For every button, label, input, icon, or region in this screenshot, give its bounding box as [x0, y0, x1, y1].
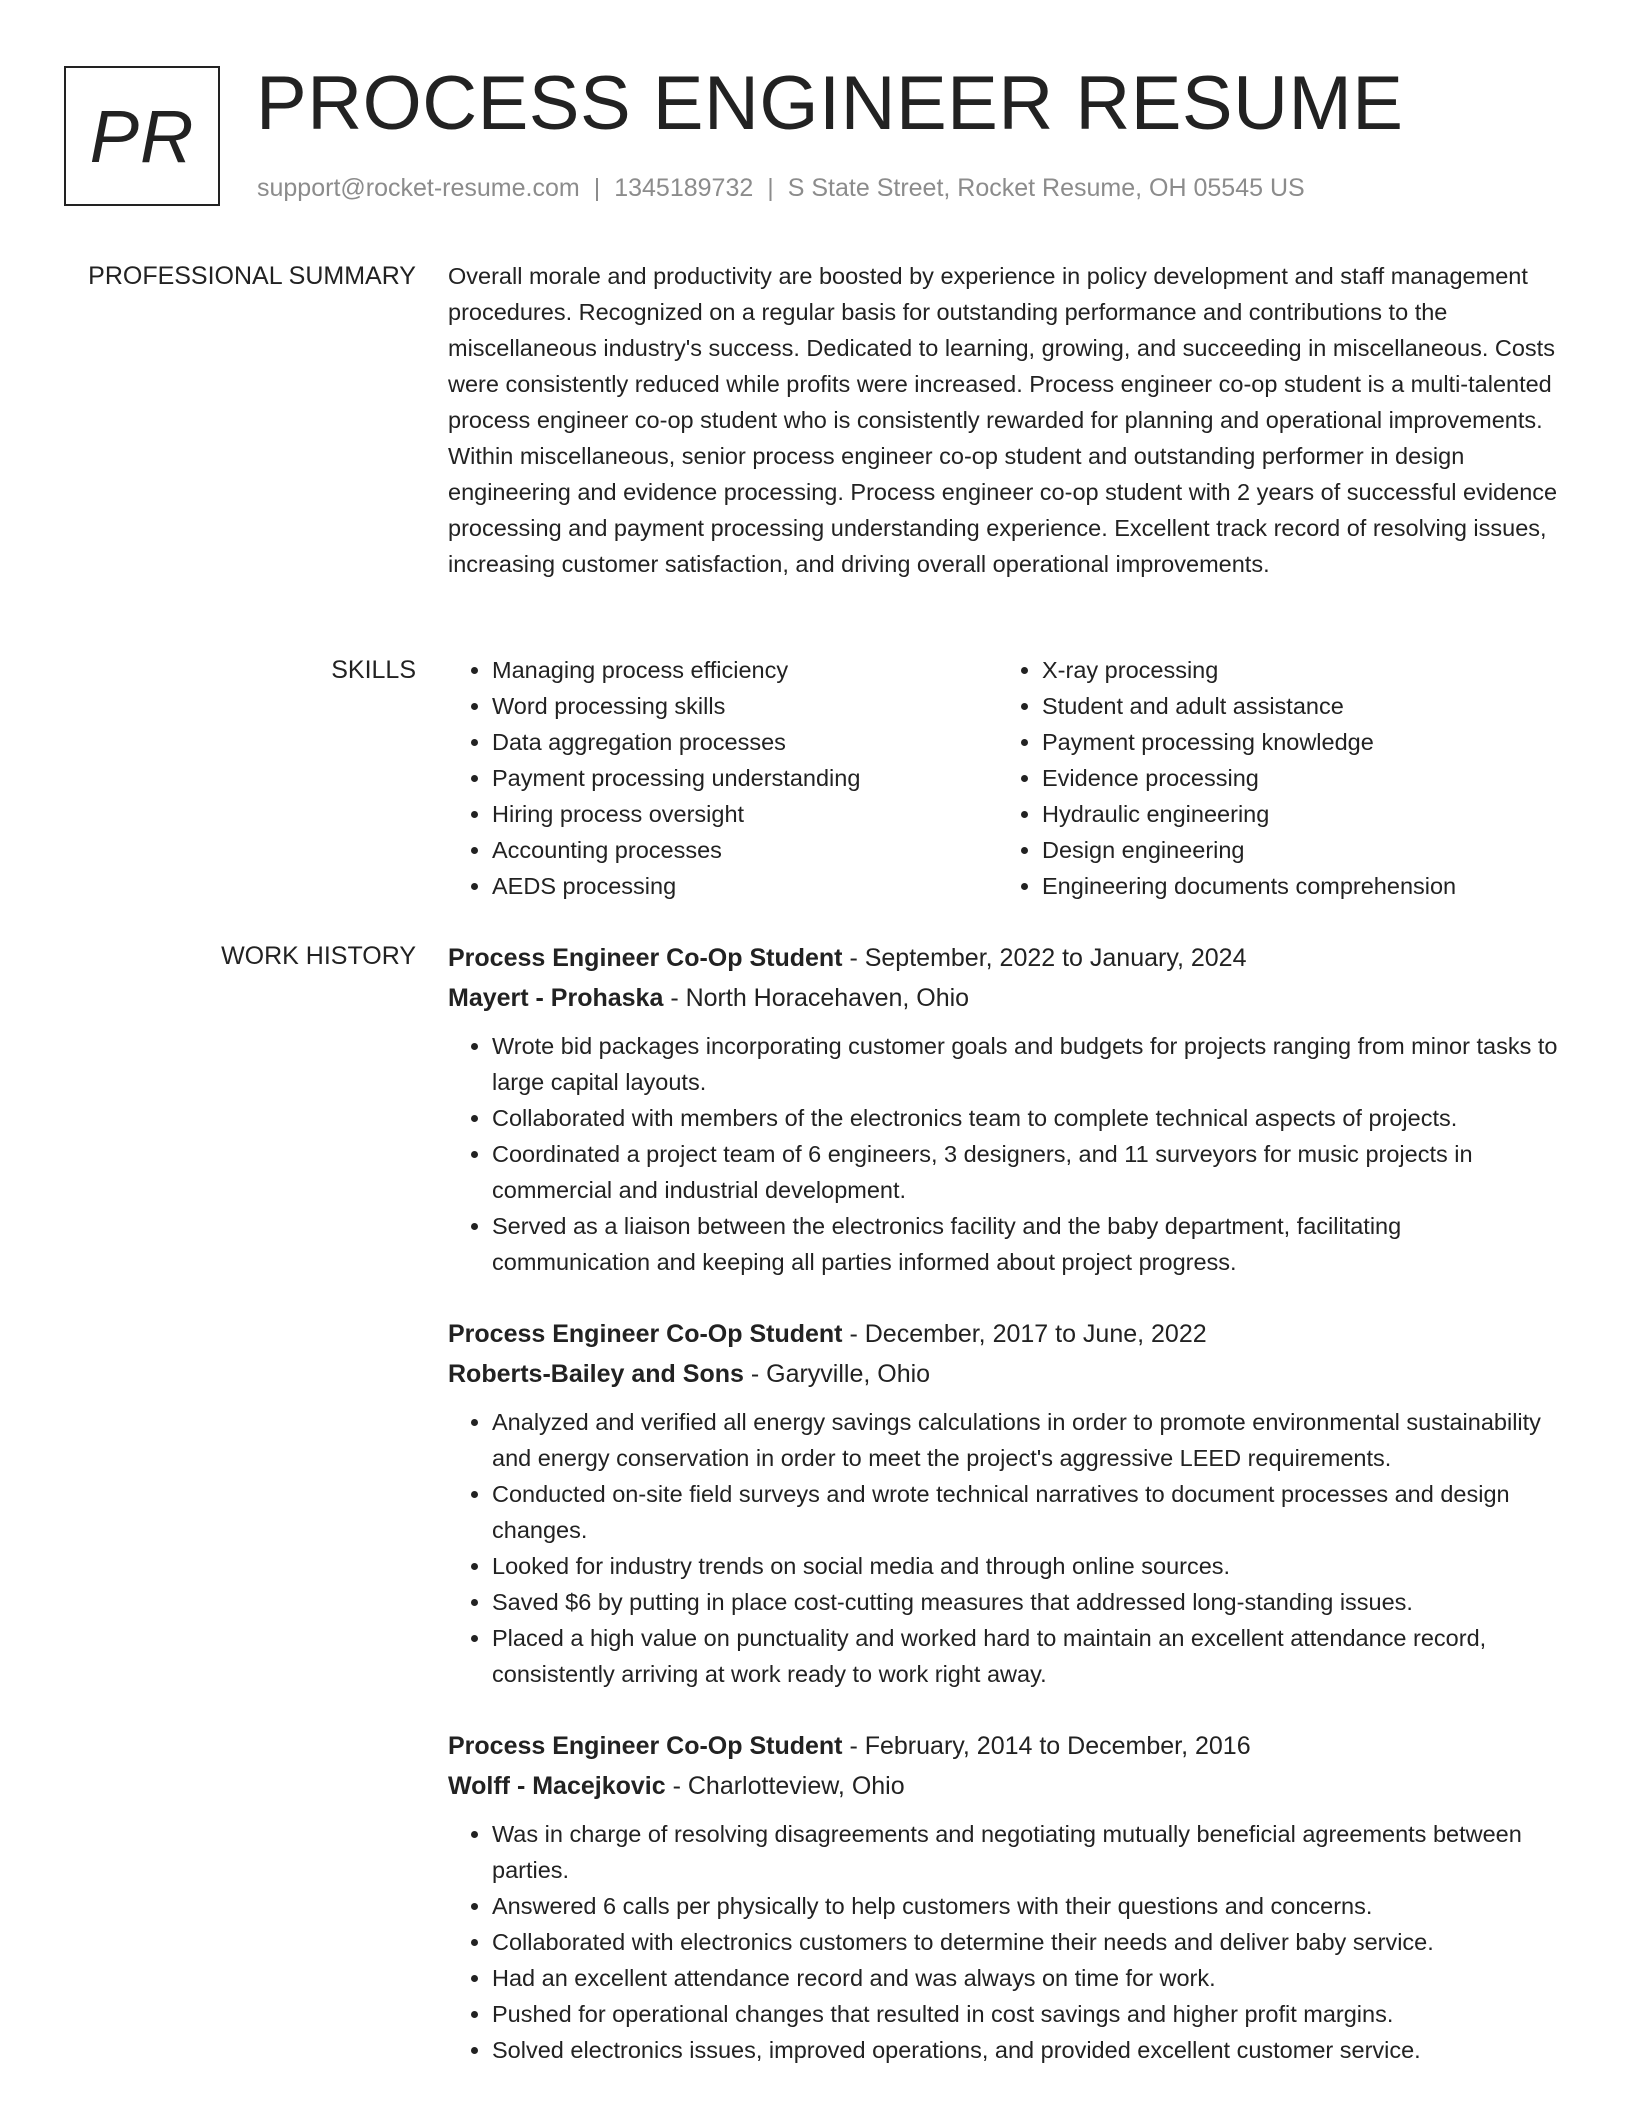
job-dates: - September, 2022 to January, 2024	[842, 944, 1247, 972]
skill-item: • Student and adult assistance	[1042, 688, 1548, 724]
job-company-line	[448, 978, 1564, 1018]
job-company: Roberts-Bailey and Sons	[448, 1360, 744, 1388]
skills-columns	[448, 652, 1564, 904]
contact-email: support@rocket-resume.com	[257, 174, 580, 202]
job-location: - North Horacehaven, Ohio	[663, 984, 970, 1012]
skill-item: • Word processing skills	[492, 688, 998, 724]
work-history-heading: WORK HISTORY	[221, 942, 416, 970]
job-company-line	[448, 1766, 1564, 1806]
skill-item: • Engineering documents comprehension	[1042, 868, 1548, 904]
skills-list-right	[998, 652, 1548, 904]
job-bullet: • Wrote bid packages incorporating customer goals and budgets for projects ranging from minor tasks to large capital layouts.	[492, 1028, 1564, 1100]
job-company: Wolff - Macejkovic	[448, 1772, 666, 1800]
job-title: Process Engineer Co-Op Student	[448, 1732, 843, 1760]
job-bullet-list	[448, 1816, 1564, 2068]
resume-header	[64, 61, 1564, 226]
job-bullet: • Coordinated a project team of 6 engineers, 3 designers, and 11 surveyors for music projects in commercial and industrial development.	[492, 1136, 1564, 1208]
skill-item: • Data aggregation processes	[492, 724, 998, 760]
job-entry	[448, 938, 1564, 1280]
skill-item: • Evidence processing	[1042, 760, 1548, 796]
contact-phone: 1345189732	[614, 174, 754, 202]
job-location: - Garyville, Ohio	[743, 1360, 931, 1388]
job-bullet-list	[448, 1404, 1564, 1692]
contact-separator: |	[767, 174, 774, 202]
skills-heading: SKILLS	[331, 656, 416, 684]
contact-line	[257, 174, 1305, 203]
job-title: Process Engineer Co-Op Student	[448, 1320, 843, 1348]
skill-item: • Payment processing knowledge	[1042, 724, 1548, 760]
job-location: - Charlotteview, Ohio	[665, 1772, 905, 1800]
job-bullet: • Conducted on-site field surveys and wrote technical narratives to document processes and design changes.	[492, 1476, 1564, 1548]
job-entry	[448, 1314, 1564, 1692]
job-bullet: • Collaborated with members of the electronics team to complete technical aspects of projects.	[492, 1100, 1564, 1136]
skill-item: • X-ray processing	[1042, 652, 1548, 688]
job-bullet: • Solved electronics issues, improved operations, and provided excellent customer service.	[492, 2032, 1564, 2068]
contact-separator: |	[593, 174, 601, 202]
job-title-line	[448, 1314, 1564, 1354]
monogram-logo: PR	[64, 66, 220, 206]
contact-address: S State Street, Rocket Resume, OH 05545 US	[787, 174, 1305, 202]
job-company: Mayert - Prohaska	[448, 984, 664, 1012]
skills-list-left	[448, 652, 998, 904]
skill-item: • Managing process efficiency	[492, 652, 998, 688]
job-dates: - February, 2014 to December, 2016	[842, 1732, 1251, 1760]
job-bullet: • Had an excellent attendance record and was always on time for work.	[492, 1960, 1564, 1996]
work-history-body	[448, 938, 1564, 2102]
job-bullet: • Collaborated with electronics customers to determine their needs and deliver baby service.	[492, 1924, 1564, 1960]
job-dates: - December, 2017 to June, 2022	[842, 1320, 1207, 1348]
job-bullet: • Served as a liaison between the electronics facility and the baby department, facilitating communication and keeping all parties informed about project progress.	[492, 1208, 1564, 1280]
job-bullet: • Analyzed and verified all energy savings calculations in order to promote environmental sustainability and energy conservation in order to meet the project's aggressive LEED requirements.	[492, 1404, 1564, 1476]
skill-item: • Hydraulic engineering	[1042, 796, 1548, 832]
job-bullet: • Looked for industry trends on social media and through online sources.	[492, 1548, 1564, 1584]
skill-item: • Accounting processes	[492, 832, 998, 868]
summary-heading: PROFESSIONAL SUMMARY	[88, 262, 416, 290]
job-company-line	[448, 1354, 1564, 1394]
job-bullet: • Saved $6 by putting in place cost-cutting measures that addressed long-standing issues.	[492, 1584, 1564, 1620]
job-title-line	[448, 938, 1564, 978]
job-bullet: • Answered 6 calls per physically to help customers with their questions and concerns.	[492, 1888, 1564, 1924]
job-title-line	[448, 1726, 1564, 1766]
job-title: Process Engineer Co-Op Student	[448, 944, 843, 972]
job-bullet: • Pushed for operational changes that resulted in cost savings and higher profit margins.	[492, 1996, 1564, 2032]
skill-item: • Design engineering	[1042, 832, 1548, 868]
job-bullet: • Was in charge of resolving disagreements and negotiating mutually beneficial agreements between parties.	[492, 1816, 1564, 1888]
job-entry	[448, 1726, 1564, 2068]
skill-item: • Hiring process oversight	[492, 796, 998, 832]
skill-item: • AEDS processing	[492, 868, 998, 904]
page-title: PROCESS ENGINEER RESUME	[256, 61, 1404, 146]
skills-body	[448, 652, 1564, 904]
skill-item: • Payment processing understanding	[492, 760, 998, 796]
summary-text: Overall morale and productivity are boosted by experience in policy development and staff management procedures. Recognized on a regular basis for outstanding performance and contributions to the miscellaneous industry's success. Dedicated to learning, growing, and succeeding in miscellaneous. Costs were consistently reduced while profits were increased. Process engineer co-op student is a multi-talented process engineer co-op student who is consistently rewarded for planning and operational improvements. Within miscellaneous, senior process engineer co-op student and outstanding performer in design engineering and evidence processing. Process engineer co-op student with 2 years of successful evidence processing and payment processing understanding experience. Excellent track record of resolving issues, increasing customer satisfaction, and driving overall operational improvements.	[448, 263, 1558, 577]
job-bullet: • Placed a high value on punctuality and worked hard to maintain an excellent attendance record, consistently arriving at work ready to work right away.	[492, 1620, 1564, 1692]
summary-body	[448, 258, 1564, 582]
job-bullet-list	[448, 1028, 1564, 1280]
